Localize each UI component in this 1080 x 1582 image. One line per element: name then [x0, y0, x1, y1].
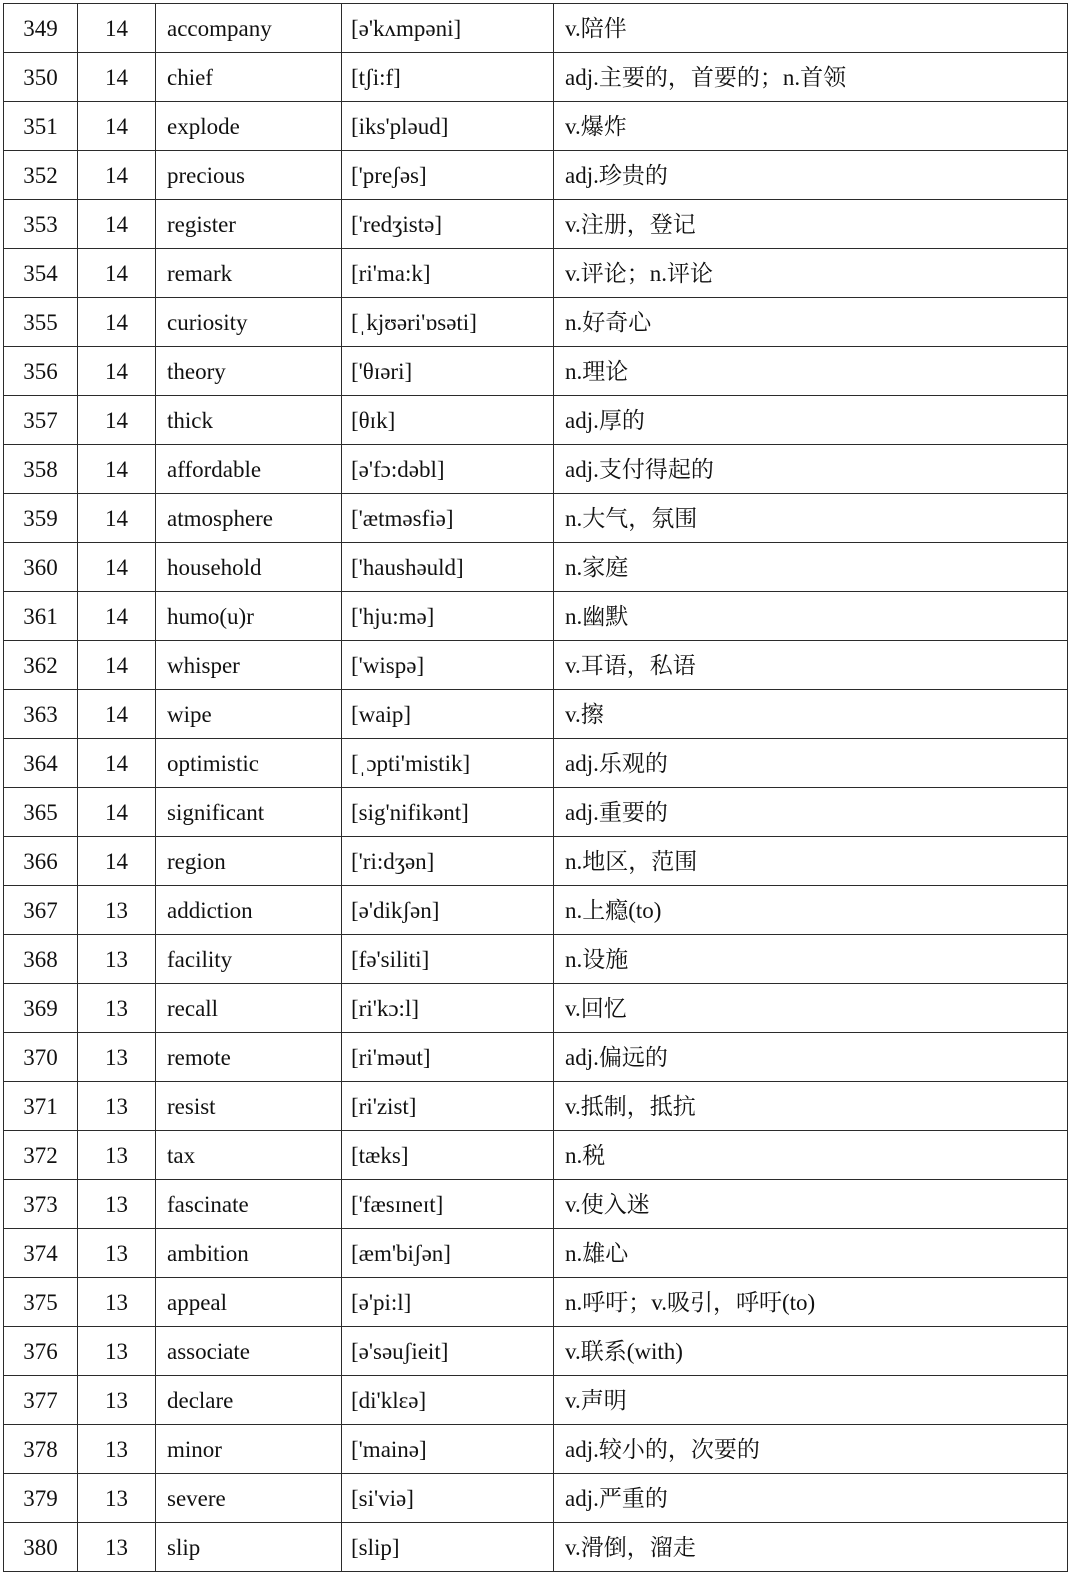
frequency-cell: 14	[78, 837, 156, 886]
table-row	[4, 249, 1068, 298]
table-row	[4, 1376, 1068, 1425]
entry-number-cell: 352	[4, 151, 78, 200]
frequency-cell: 14	[78, 641, 156, 690]
frequency-cell: 13	[78, 1131, 156, 1180]
meaning-cell: adj.乐观的	[554, 739, 1068, 788]
word-cell: remote	[156, 1033, 342, 1082]
phonetic-cell: [ə'dikʃən]	[342, 886, 554, 935]
vocabulary-table-body	[4, 4, 1068, 1572]
word-cell: chief	[156, 53, 342, 102]
entry-number-cell: 367	[4, 886, 78, 935]
table-row	[4, 1082, 1068, 1131]
word-cell: humo(u)r	[156, 592, 342, 641]
phonetic-cell: ['mainə]	[342, 1425, 554, 1474]
entry-number-cell: 363	[4, 690, 78, 739]
entry-number-cell: 351	[4, 102, 78, 151]
entry-number-cell: 360	[4, 543, 78, 592]
entry-number-cell: 365	[4, 788, 78, 837]
word-cell: explode	[156, 102, 342, 151]
word-cell: recall	[156, 984, 342, 1033]
frequency-cell: 14	[78, 4, 156, 53]
phonetic-cell: ['preʃəs]	[342, 151, 554, 200]
frequency-cell: 14	[78, 739, 156, 788]
word-cell: significant	[156, 788, 342, 837]
meaning-cell: v.联系(with)	[554, 1327, 1068, 1376]
table-row	[4, 1474, 1068, 1523]
entry-number-cell: 374	[4, 1229, 78, 1278]
meaning-cell: v.耳语，私语	[554, 641, 1068, 690]
frequency-cell: 13	[78, 1523, 156, 1572]
word-cell: appeal	[156, 1278, 342, 1327]
meaning-cell: v.使入迷	[554, 1180, 1068, 1229]
entry-number-cell: 377	[4, 1376, 78, 1425]
table-row	[4, 396, 1068, 445]
phonetic-cell: ['fæsɪneɪt]	[342, 1180, 554, 1229]
entry-number-cell: 350	[4, 53, 78, 102]
table-row	[4, 1229, 1068, 1278]
entry-number-cell: 364	[4, 739, 78, 788]
table-row	[4, 445, 1068, 494]
table-row	[4, 1523, 1068, 1572]
meaning-cell: adj.重要的	[554, 788, 1068, 837]
frequency-cell: 13	[78, 1474, 156, 1523]
meaning-cell: v.回忆	[554, 984, 1068, 1033]
entry-number-cell: 353	[4, 200, 78, 249]
word-cell: register	[156, 200, 342, 249]
entry-number-cell: 368	[4, 935, 78, 984]
frequency-cell: 13	[78, 1180, 156, 1229]
meaning-cell: n.理论	[554, 347, 1068, 396]
frequency-cell: 14	[78, 151, 156, 200]
phonetic-cell: [waip]	[342, 690, 554, 739]
meaning-cell: n.家庭	[554, 543, 1068, 592]
frequency-cell: 13	[78, 1229, 156, 1278]
phonetic-cell: [tʃi:f]	[342, 53, 554, 102]
table-row	[4, 1180, 1068, 1229]
frequency-cell: 13	[78, 935, 156, 984]
entry-number-cell: 362	[4, 641, 78, 690]
meaning-cell: adj.偏远的	[554, 1033, 1068, 1082]
table-row	[4, 543, 1068, 592]
entry-number-cell: 373	[4, 1180, 78, 1229]
entry-number-cell: 361	[4, 592, 78, 641]
frequency-cell: 14	[78, 298, 156, 347]
phonetic-cell: [ə'səuʃieit]	[342, 1327, 554, 1376]
meaning-cell: n.设施	[554, 935, 1068, 984]
meaning-cell: n.税	[554, 1131, 1068, 1180]
meaning-cell: v.滑倒，溜走	[554, 1523, 1068, 1572]
table-row	[4, 151, 1068, 200]
frequency-cell: 14	[78, 788, 156, 837]
entry-number-cell: 375	[4, 1278, 78, 1327]
table-row	[4, 739, 1068, 788]
entry-number-cell: 370	[4, 1033, 78, 1082]
meaning-cell: adj.严重的	[554, 1474, 1068, 1523]
word-cell: ambition	[156, 1229, 342, 1278]
frequency-cell: 13	[78, 886, 156, 935]
word-cell: fascinate	[156, 1180, 342, 1229]
word-cell: precious	[156, 151, 342, 200]
word-cell: resist	[156, 1082, 342, 1131]
frequency-cell: 14	[78, 249, 156, 298]
entry-number-cell: 366	[4, 837, 78, 886]
meaning-cell: v.评论；n.评论	[554, 249, 1068, 298]
word-cell: remark	[156, 249, 342, 298]
table-row	[4, 1425, 1068, 1474]
entry-number-cell: 349	[4, 4, 78, 53]
phonetic-cell: [si'viə]	[342, 1474, 554, 1523]
entry-number-cell: 371	[4, 1082, 78, 1131]
table-row	[4, 298, 1068, 347]
word-cell: theory	[156, 347, 342, 396]
frequency-cell: 14	[78, 494, 156, 543]
meaning-cell: n.上瘾(to)	[554, 886, 1068, 935]
entry-number-cell: 376	[4, 1327, 78, 1376]
phonetic-cell: [θɪk]	[342, 396, 554, 445]
table-row	[4, 1278, 1068, 1327]
frequency-cell: 14	[78, 543, 156, 592]
word-cell: minor	[156, 1425, 342, 1474]
entry-number-cell: 354	[4, 249, 78, 298]
meaning-cell: v.爆炸	[554, 102, 1068, 151]
meaning-cell: v.注册，登记	[554, 200, 1068, 249]
frequency-cell: 13	[78, 1425, 156, 1474]
phonetic-cell: [di'klɛə]	[342, 1376, 554, 1425]
frequency-cell: 14	[78, 690, 156, 739]
entry-number-cell: 379	[4, 1474, 78, 1523]
word-cell: slip	[156, 1523, 342, 1572]
table-row	[4, 837, 1068, 886]
vocabulary-table	[3, 3, 1068, 1572]
phonetic-cell: [sig'nifikənt]	[342, 788, 554, 837]
phonetic-cell: [ə'kʌmpəni]	[342, 4, 554, 53]
table-row	[4, 494, 1068, 543]
phonetic-cell: ['wispə]	[342, 641, 554, 690]
phonetic-cell: ['θɪəri]	[342, 347, 554, 396]
entry-number-cell: 372	[4, 1131, 78, 1180]
word-cell: associate	[156, 1327, 342, 1376]
frequency-cell: 14	[78, 347, 156, 396]
meaning-cell: adj.珍贵的	[554, 151, 1068, 200]
table-row	[4, 53, 1068, 102]
table-row	[4, 200, 1068, 249]
phonetic-cell: ['haushəuld]	[342, 543, 554, 592]
meaning-cell: v.擦	[554, 690, 1068, 739]
frequency-cell: 14	[78, 396, 156, 445]
meaning-cell: v.声明	[554, 1376, 1068, 1425]
meaning-cell: n.幽默	[554, 592, 1068, 641]
phonetic-cell: [ri'zist]	[342, 1082, 554, 1131]
entry-number-cell: 378	[4, 1425, 78, 1474]
table-row	[4, 1033, 1068, 1082]
table-row	[4, 1327, 1068, 1376]
frequency-cell: 13	[78, 1033, 156, 1082]
phonetic-cell: [ˌkjʊəri'ɒsəti]	[342, 298, 554, 347]
table-row	[4, 641, 1068, 690]
word-cell: household	[156, 543, 342, 592]
meaning-cell: n.大气，氛围	[554, 494, 1068, 543]
phonetic-cell: ['hju:mə]	[342, 592, 554, 641]
table-row	[4, 935, 1068, 984]
frequency-cell: 14	[78, 445, 156, 494]
meaning-cell: v.陪伴	[554, 4, 1068, 53]
entry-number-cell: 380	[4, 1523, 78, 1572]
meaning-cell: adj.厚的	[554, 396, 1068, 445]
meaning-cell: adj.主要的，首要的；n.首领	[554, 53, 1068, 102]
meaning-cell: n.呼吁；v.吸引，呼吁(to)	[554, 1278, 1068, 1327]
table-row	[4, 886, 1068, 935]
table-row	[4, 788, 1068, 837]
table-row	[4, 102, 1068, 151]
word-cell: declare	[156, 1376, 342, 1425]
frequency-cell: 14	[78, 592, 156, 641]
meaning-cell: n.好奇心	[554, 298, 1068, 347]
meaning-cell: v.抵制，抵抗	[554, 1082, 1068, 1131]
phonetic-cell: [iks'pləud]	[342, 102, 554, 151]
table-row	[4, 690, 1068, 739]
meaning-cell: n.雄心	[554, 1229, 1068, 1278]
phonetic-cell: [fə'siliti]	[342, 935, 554, 984]
phonetic-cell: [ə'pi:l]	[342, 1278, 554, 1327]
phonetic-cell: [ri'ma:k]	[342, 249, 554, 298]
frequency-cell: 14	[78, 200, 156, 249]
phonetic-cell: ['ri:dʒən]	[342, 837, 554, 886]
word-cell: affordable	[156, 445, 342, 494]
word-cell: region	[156, 837, 342, 886]
phonetic-cell: [æm'biʃən]	[342, 1229, 554, 1278]
table-row	[4, 592, 1068, 641]
phonetic-cell: ['redʒistə]	[342, 200, 554, 249]
table-row	[4, 1131, 1068, 1180]
word-cell: wipe	[156, 690, 342, 739]
phonetic-cell: ['ætməsfiə]	[342, 494, 554, 543]
entry-number-cell: 358	[4, 445, 78, 494]
word-cell: thick	[156, 396, 342, 445]
phonetic-cell: [tæks]	[342, 1131, 554, 1180]
entry-number-cell: 355	[4, 298, 78, 347]
phonetic-cell: [ri'kɔ:l]	[342, 984, 554, 1033]
word-cell: atmosphere	[156, 494, 342, 543]
entry-number-cell: 369	[4, 984, 78, 1033]
frequency-cell: 13	[78, 984, 156, 1033]
frequency-cell: 13	[78, 1082, 156, 1131]
word-cell: addiction	[156, 886, 342, 935]
word-cell: accompany	[156, 4, 342, 53]
word-cell: curiosity	[156, 298, 342, 347]
table-row	[4, 347, 1068, 396]
phonetic-cell: [slip]	[342, 1523, 554, 1572]
frequency-cell: 13	[78, 1278, 156, 1327]
meaning-cell: adj.较小的，次要的	[554, 1425, 1068, 1474]
word-cell: tax	[156, 1131, 342, 1180]
frequency-cell: 13	[78, 1376, 156, 1425]
word-cell: optimistic	[156, 739, 342, 788]
phonetic-cell: [ˌɔpti'mistik]	[342, 739, 554, 788]
entry-number-cell: 357	[4, 396, 78, 445]
frequency-cell: 13	[78, 1327, 156, 1376]
frequency-cell: 14	[78, 53, 156, 102]
word-cell: severe	[156, 1474, 342, 1523]
frequency-cell: 14	[78, 102, 156, 151]
entry-number-cell: 356	[4, 347, 78, 396]
meaning-cell: n.地区，范围	[554, 837, 1068, 886]
meaning-cell: adj.支付得起的	[554, 445, 1068, 494]
entry-number-cell: 359	[4, 494, 78, 543]
word-cell: facility	[156, 935, 342, 984]
phonetic-cell: [ri'məut]	[342, 1033, 554, 1082]
table-row	[4, 984, 1068, 1033]
word-cell: whisper	[156, 641, 342, 690]
table-row	[4, 4, 1068, 53]
phonetic-cell: [ə'fɔ:dəbl]	[342, 445, 554, 494]
